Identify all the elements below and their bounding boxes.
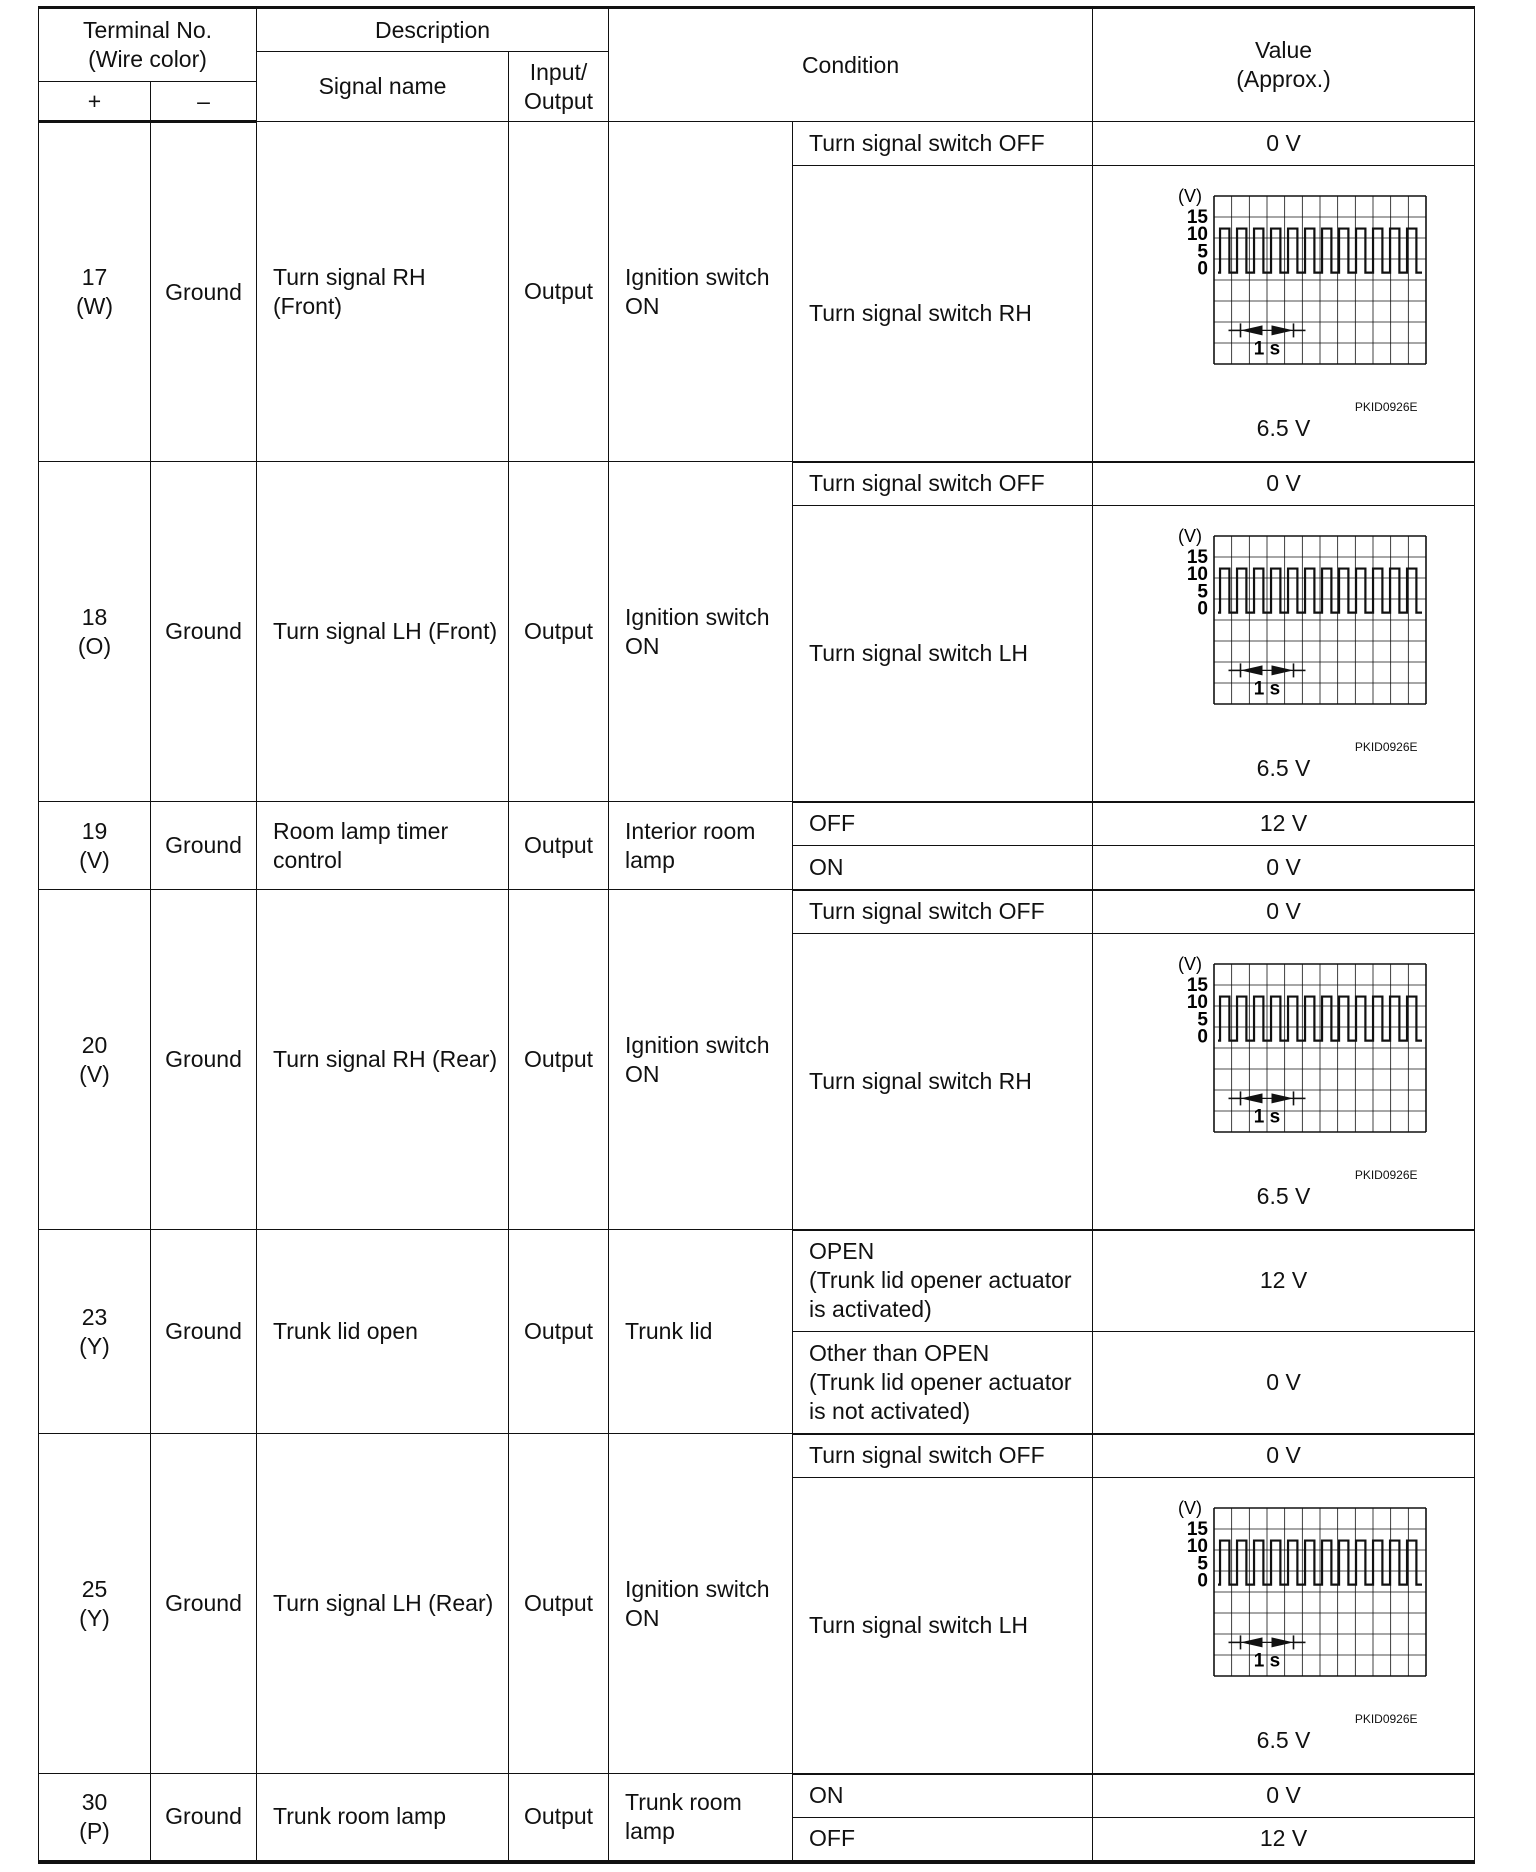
waveform-chart <box>1134 952 1434 1168</box>
table-row <box>39 1774 1475 1818</box>
waveform-code: PKID0926E <box>1354 740 1418 755</box>
value-cell: 0 V <box>1093 122 1475 166</box>
waveform-period-label: 1 s <box>1253 1650 1280 1672</box>
terminal-no: 30 (P) <box>39 1774 151 1862</box>
condition-sub: ON <box>793 846 1093 890</box>
terminal-ground: Ground <box>151 122 257 462</box>
waveform-code: PKID0926E <box>1354 400 1418 415</box>
signal-io: Output <box>509 122 609 462</box>
condition-main: Ignition switch ON <box>609 890 793 1230</box>
value-cell: 12 V <box>1093 802 1475 846</box>
condition-sub: OPEN (Trunk lid opener actuator is activated) <box>793 1230 1093 1332</box>
waveform-grid <box>1214 536 1426 704</box>
waveform-tick-15: 15 <box>1186 547 1208 569</box>
waveform-unit: (V) <box>1177 186 1202 207</box>
terminal-no: 17 (W) <box>39 122 151 462</box>
condition-main: Interior room lamp <box>609 802 793 890</box>
value-cell: 0 V <box>1093 1774 1475 1818</box>
waveform-tick-5: 5 <box>1196 241 1208 263</box>
value-cell: 0 V <box>1093 462 1475 506</box>
signal-name: Turn signal LH (Front) <box>257 462 509 802</box>
condition-sub: Turn signal switch RH <box>793 934 1093 1230</box>
waveform-figure <box>1134 184 1434 414</box>
header-condition: Condition <box>609 8 1093 122</box>
signal-name: Trunk room lamp <box>257 1774 509 1862</box>
waveform-figure <box>1134 524 1434 754</box>
waveform-tick-10: 10 <box>1186 992 1208 1014</box>
signal-io: Output <box>509 802 609 890</box>
condition-sub: Turn signal switch OFF <box>793 122 1093 166</box>
table-row <box>39 1434 1475 1478</box>
signal-io: Output <box>509 890 609 1230</box>
table-row <box>39 1230 1475 1332</box>
table-row <box>39 462 1475 506</box>
condition-sub: Turn signal switch OFF <box>793 1434 1093 1478</box>
condition-sub: Turn signal switch LH <box>793 506 1093 802</box>
condition-main: Trunk room lamp <box>609 1774 793 1862</box>
condition-main: Ignition switch ON <box>609 1434 793 1774</box>
waveform-period-label: 1 s <box>1253 338 1280 360</box>
terminal-ground: Ground <box>151 802 257 890</box>
value-waveform <box>1093 166 1475 462</box>
waveform-period-label: 1 s <box>1253 1106 1280 1128</box>
table-row <box>39 122 1475 166</box>
signal-name: Turn signal RH (Rear) <box>257 890 509 1230</box>
terminal-ground: Ground <box>151 462 257 802</box>
header-terminal: Terminal No. (Wire color) <box>39 8 257 82</box>
table-row <box>39 802 1475 846</box>
waveform-chart <box>1134 524 1434 740</box>
waveform-code: PKID0926E <box>1354 1168 1418 1183</box>
terminal-no: 20 (V) <box>39 890 151 1230</box>
waveform-figure <box>1134 1496 1434 1726</box>
waveform-code: PKID0926E <box>1354 1712 1418 1727</box>
waveform-figure <box>1134 952 1434 1182</box>
condition-sub: ON <box>793 1774 1093 1818</box>
terminal-no: 23 (Y) <box>39 1230 151 1434</box>
value-cell: 6.5 V <box>1256 1183 1311 1210</box>
waveform-grid <box>1214 1508 1426 1676</box>
value-waveform <box>1093 506 1475 802</box>
waveform-tick-15: 15 <box>1186 1519 1208 1541</box>
value-cell: 6.5 V <box>1256 1727 1311 1754</box>
waveform-tick-10: 10 <box>1186 224 1208 246</box>
value-cell: 6.5 V <box>1256 755 1311 782</box>
waveform-tick-10: 10 <box>1186 1536 1208 1558</box>
condition-sub: OFF <box>793 1818 1093 1862</box>
signal-name: Turn signal RH (Front) <box>257 122 509 462</box>
value-cell: 6.5 V <box>1256 415 1311 442</box>
header-description: Description <box>257 8 609 52</box>
condition-sub: Turn signal switch LH <box>793 1478 1093 1774</box>
condition-sub: Turn signal switch RH <box>793 166 1093 462</box>
signal-io: Output <box>509 1230 609 1434</box>
waveform-tick-5: 5 <box>1196 1009 1208 1031</box>
waveform-chart <box>1134 184 1434 400</box>
terminal-ground: Ground <box>151 1434 257 1774</box>
value-cell: 0 V <box>1093 890 1475 934</box>
waveform-tick-15: 15 <box>1186 975 1208 997</box>
value-waveform <box>1093 934 1475 1230</box>
value-cell: 12 V <box>1093 1818 1475 1862</box>
waveform-tick-0: 0 <box>1196 598 1208 620</box>
waveform-tick-15: 15 <box>1186 207 1208 229</box>
value-cell: 0 V <box>1093 1434 1475 1478</box>
signal-name: Turn signal LH (Rear) <box>257 1434 509 1774</box>
condition-main: Ignition switch ON <box>609 122 793 462</box>
waveform-tick-0: 0 <box>1196 1570 1208 1592</box>
condition-sub: Turn signal switch OFF <box>793 462 1093 506</box>
signal-name: Trunk lid open <box>257 1230 509 1434</box>
terminal-no: 25 (Y) <box>39 1434 151 1774</box>
signal-io: Output <box>509 1434 609 1774</box>
waveform-unit: (V) <box>1177 526 1202 547</box>
header-value: Value (Approx.) <box>1093 8 1475 122</box>
waveform-tick-10: 10 <box>1186 564 1208 586</box>
value-cell: 0 V <box>1093 846 1475 890</box>
value-cell: 0 V <box>1093 1332 1475 1434</box>
condition-sub: OFF <box>793 802 1093 846</box>
waveform-tick-5: 5 <box>1196 581 1208 603</box>
terminal-no: 18 (O) <box>39 462 151 802</box>
waveform-period-label: 1 s <box>1253 678 1280 700</box>
terminal-ground: Ground <box>151 1774 257 1862</box>
signal-io: Output <box>509 1774 609 1862</box>
header-signal-name: Signal name <box>257 52 509 122</box>
waveform-grid <box>1214 964 1426 1132</box>
header-io: Input/ Output <box>509 52 609 122</box>
value-waveform <box>1093 1478 1475 1774</box>
waveform-tick-0: 0 <box>1196 1026 1208 1048</box>
condition-main: Trunk lid <box>609 1230 793 1434</box>
signal-io: Output <box>509 462 609 802</box>
header-minus: – <box>151 82 257 122</box>
terminal-table <box>38 6 1475 1864</box>
signal-name: Room lamp timer control <box>257 802 509 890</box>
waveform-unit: (V) <box>1177 1498 1202 1519</box>
terminal-ground: Ground <box>151 890 257 1230</box>
value-cell: 12 V <box>1093 1230 1475 1332</box>
waveform-tick-0: 0 <box>1196 258 1208 280</box>
table-row <box>39 890 1475 934</box>
condition-sub: Turn signal switch OFF <box>793 890 1093 934</box>
waveform-unit: (V) <box>1177 954 1202 975</box>
terminal-ground: Ground <box>151 1230 257 1434</box>
waveform-grid <box>1214 196 1426 364</box>
header-plus: + <box>39 82 151 122</box>
condition-sub: Other than OPEN (Trunk lid opener actuator is not activated) <box>793 1332 1093 1434</box>
condition-main: Ignition switch ON <box>609 462 793 802</box>
waveform-tick-5: 5 <box>1196 1553 1208 1575</box>
terminal-no: 19 (V) <box>39 802 151 890</box>
waveform-chart <box>1134 1496 1434 1712</box>
